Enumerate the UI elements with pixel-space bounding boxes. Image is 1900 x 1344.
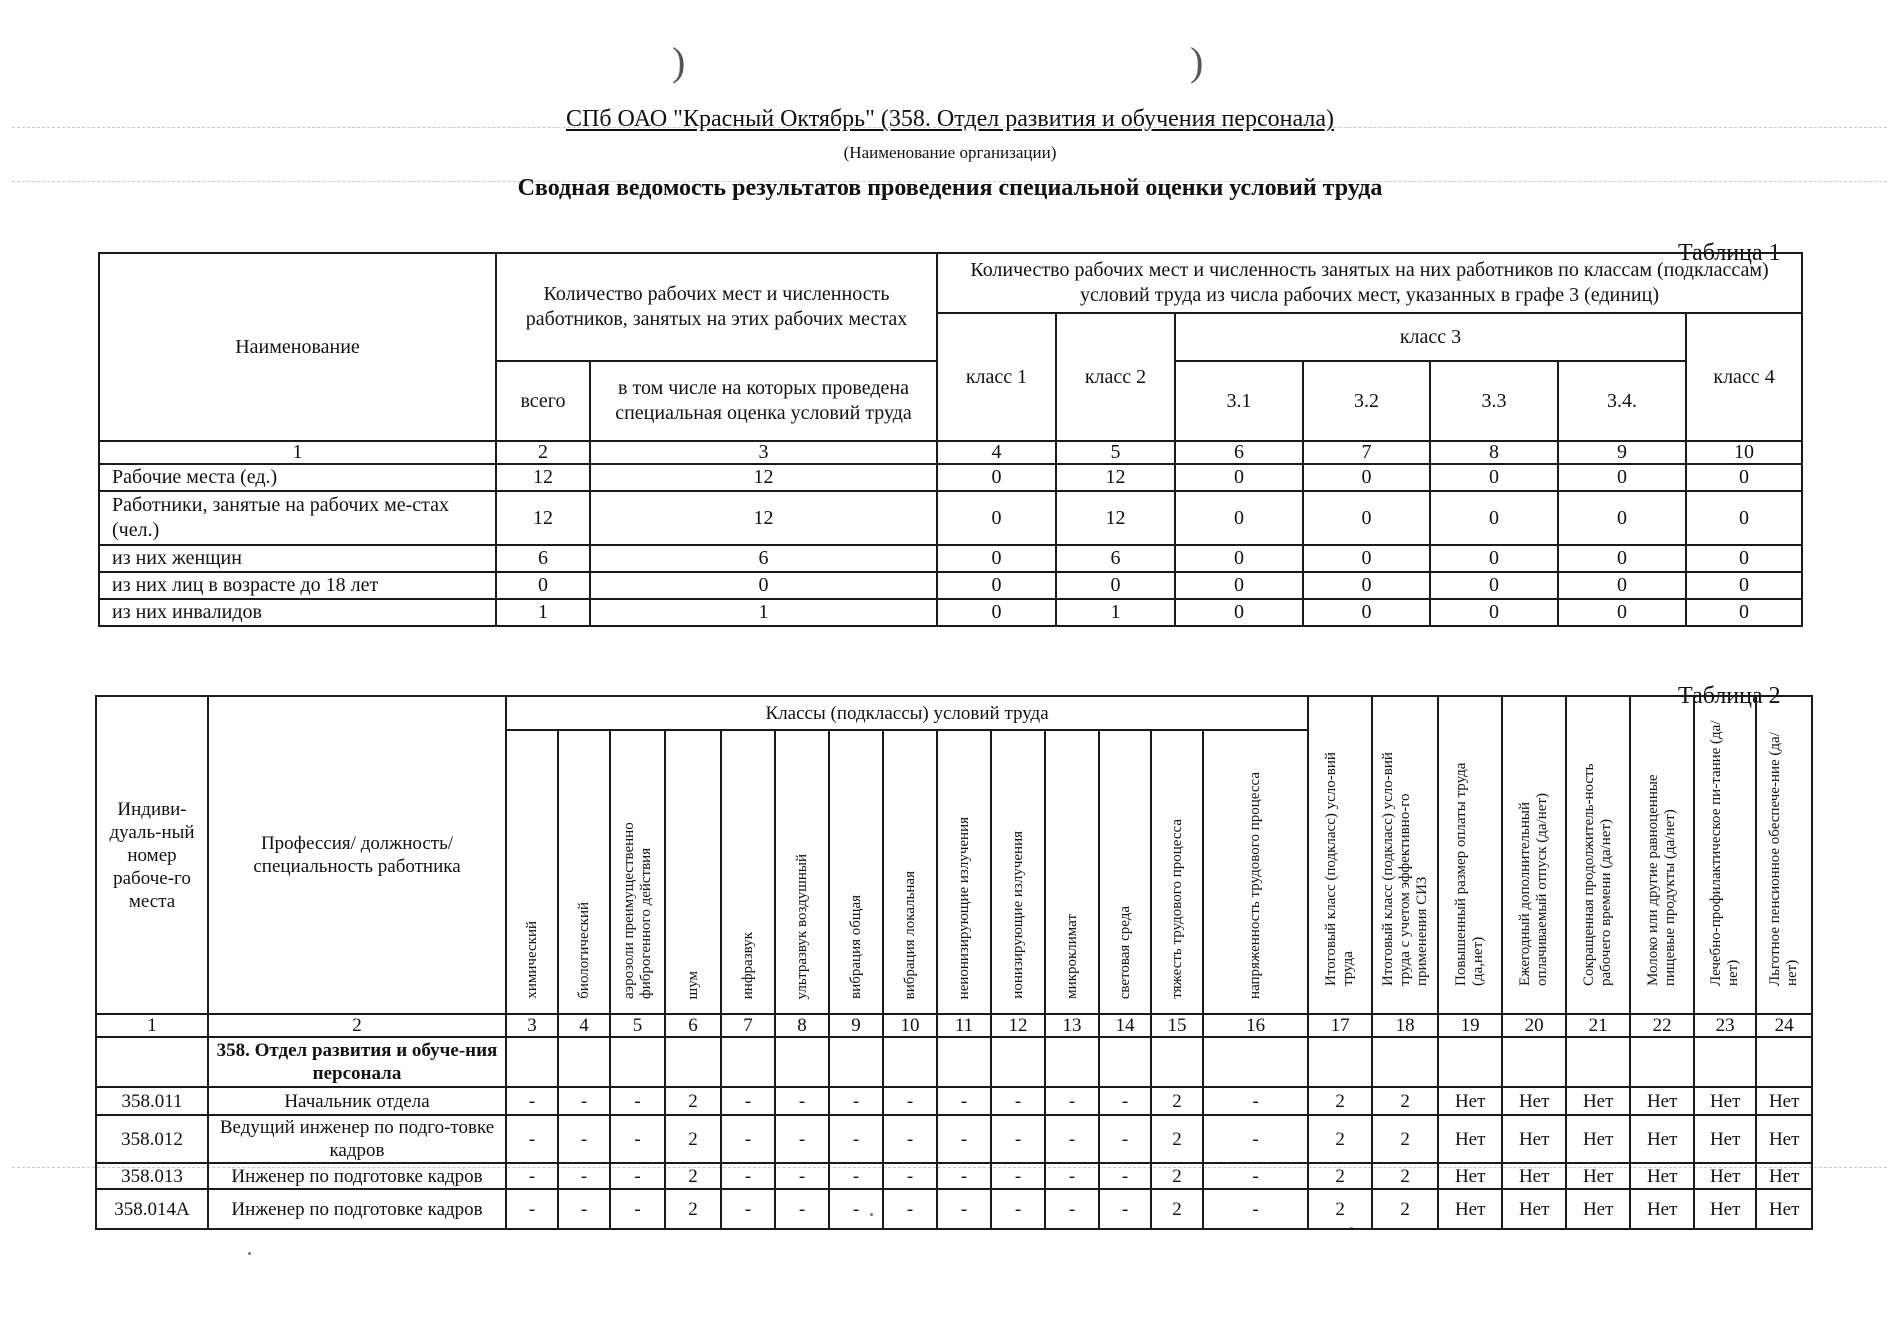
cell-value: - — [506, 1115, 558, 1163]
header-factor: тяжесть трудового процесса — [1151, 730, 1203, 1014]
cell-value: 0 — [1303, 464, 1430, 491]
cell-value: 2 — [1151, 1087, 1203, 1115]
column-number: 5 — [1056, 441, 1175, 464]
cell-value: Нет — [1694, 1115, 1756, 1163]
header-count: Количество рабочих мест и численность работников, занятых на этих рабочих местах — [496, 253, 937, 361]
header-subclass: 3.2 — [1303, 361, 1430, 441]
empty-cell — [1203, 1037, 1308, 1087]
empty-cell — [1151, 1037, 1203, 1087]
profession: Инженер по подготовке кадров — [208, 1189, 506, 1229]
header-subclass: 3.3 — [1430, 361, 1558, 441]
cell-value: 0 — [590, 572, 937, 599]
cell-value: - — [1045, 1163, 1099, 1189]
cell-value: - — [991, 1115, 1045, 1163]
cell-value: 0 — [1303, 545, 1430, 572]
table-row — [96, 1163, 1812, 1189]
cell-value: Нет — [1630, 1087, 1694, 1115]
header-nutrition: Лечебно-профилактическое пи-тание (да/нет) — [1694, 696, 1756, 1014]
cell-value: Нет — [1438, 1087, 1502, 1115]
cell-value: 2 — [665, 1115, 721, 1163]
header-factor: неионизирующие излучения — [937, 730, 991, 1014]
header-class-3: класс 3 — [1175, 313, 1686, 361]
cell-value: 1 — [590, 599, 937, 626]
empty-cell — [96, 1037, 208, 1087]
cell-value: 2 — [1151, 1163, 1203, 1189]
cell-value: - — [1045, 1115, 1099, 1163]
header-classes: Количество рабочих мест и численность занятых на них работников по классам (подклассам) условий труда из числа рабочих мест, указанных в графе 3 (единиц) — [937, 253, 1802, 313]
cell-value: - — [829, 1115, 883, 1163]
header-increased-pay: Повышенный размер оплаты труда (да,нет) — [1438, 696, 1502, 1014]
cell-value: Нет — [1756, 1115, 1812, 1163]
header-name: Наименование — [99, 253, 496, 441]
cell-value: 0 — [1303, 599, 1430, 626]
table-row — [96, 1115, 1812, 1163]
header-factor: ультразвук воздушный — [775, 730, 829, 1014]
cell-value: 6 — [590, 545, 937, 572]
cell-value: Нет — [1694, 1087, 1756, 1115]
header-factor: вибрация общая — [829, 730, 883, 1014]
column-number: 3 — [506, 1014, 558, 1037]
cell-value: 12 — [496, 491, 590, 545]
empty-cell — [775, 1037, 829, 1087]
profession: Начальник отдела — [208, 1087, 506, 1115]
cell-value: 0 — [1558, 491, 1686, 545]
cell-value: 1 — [496, 599, 590, 626]
column-number: 22 — [1630, 1014, 1694, 1037]
scan-speck — [248, 1252, 251, 1255]
header-factor: микроклимат — [1045, 730, 1099, 1014]
column-number-row — [96, 1014, 1812, 1037]
column-number: 7 — [1303, 441, 1430, 464]
cell-value: - — [775, 1087, 829, 1115]
cell-value: Нет — [1694, 1189, 1756, 1229]
cell-value: 0 — [1558, 545, 1686, 572]
cell-value: - — [506, 1163, 558, 1189]
row-label: из них лиц в возрасте до 18 лет — [99, 572, 496, 599]
empty-cell — [721, 1037, 775, 1087]
cell-value: 6 — [1056, 545, 1175, 572]
cell-value: - — [937, 1115, 991, 1163]
cell-value: - — [506, 1189, 558, 1229]
cell-value: 2 — [1308, 1163, 1372, 1189]
cell-value: 0 — [1430, 464, 1558, 491]
cell-value: - — [610, 1115, 665, 1163]
profession: Инженер по подготовке кадров — [208, 1163, 506, 1189]
cell-value: 2 — [665, 1163, 721, 1189]
header-total: всего — [496, 361, 590, 441]
empty-cell — [558, 1037, 610, 1087]
empty-cell — [1372, 1037, 1438, 1087]
cell-value: - — [558, 1189, 610, 1229]
punch-mark-left: ) — [672, 39, 686, 84]
cell-value: - — [991, 1163, 1045, 1189]
cell-value: - — [883, 1115, 937, 1163]
cell-value: - — [991, 1087, 1045, 1115]
header-factor: шум — [665, 730, 721, 1014]
cell-value: 0 — [1056, 572, 1175, 599]
empty-cell — [883, 1037, 937, 1087]
table-row — [96, 1189, 1812, 1229]
header-factor: вибрация локальная — [883, 730, 937, 1014]
cell-value: Нет — [1438, 1115, 1502, 1163]
row-label: Рабочие места (ед.) — [99, 464, 496, 491]
cell-value: - — [937, 1163, 991, 1189]
cell-value: 0 — [1303, 491, 1430, 545]
header-factor: инфразвук — [721, 730, 775, 1014]
cell-value: Нет — [1566, 1163, 1630, 1189]
cell-value: - — [883, 1189, 937, 1229]
column-number: 8 — [775, 1014, 829, 1037]
empty-cell — [1099, 1037, 1151, 1087]
cell-value: 0 — [1558, 572, 1686, 599]
cell-value: 0 — [1686, 464, 1802, 491]
cell-value: 2 — [1308, 1115, 1372, 1163]
column-number: 10 — [1686, 441, 1802, 464]
cell-value: - — [775, 1115, 829, 1163]
empty-cell — [665, 1037, 721, 1087]
cell-value: 0 — [1430, 572, 1558, 599]
punch-mark-right: ) — [1190, 39, 1204, 84]
header-class-4: класс 4 — [1686, 313, 1802, 441]
row-label: Работники, занятые на рабочих ме-стах (чел.) — [99, 491, 496, 545]
row-label: из них женщин — [99, 545, 496, 572]
cell-value: 0 — [937, 599, 1056, 626]
column-number: 23 — [1694, 1014, 1756, 1037]
header-factor: биологический — [558, 730, 610, 1014]
cell-value: Нет — [1438, 1163, 1502, 1189]
column-number: 4 — [937, 441, 1056, 464]
table-row — [99, 545, 1802, 572]
header-milk: Молоко или другие равноценные пищевые продукты (да/нет) — [1630, 696, 1694, 1014]
empty-cell — [1756, 1037, 1812, 1087]
column-number: 9 — [1558, 441, 1686, 464]
cell-value: 0 — [1303, 572, 1430, 599]
cell-value: Нет — [1630, 1189, 1694, 1229]
cell-value: - — [829, 1163, 883, 1189]
cell-value: Нет — [1756, 1189, 1812, 1229]
cell-value: 0 — [937, 572, 1056, 599]
cell-value: Нет — [1502, 1087, 1566, 1115]
organization-caption: (Наименование организации) — [843, 143, 1057, 162]
header-pension: Льготное пенсионное обеспече-ние (да/нет) — [1756, 696, 1812, 1014]
cell-value: Нет — [1630, 1115, 1694, 1163]
department-name: 358. Отдел развития и обуче-ния персонала — [208, 1037, 506, 1087]
header-assessed: в том числе на которых проведена специальная оценка условий труда — [590, 361, 937, 441]
cell-value: 2 — [665, 1087, 721, 1115]
column-number: 3 — [590, 441, 937, 464]
empty-cell — [937, 1037, 991, 1087]
cell-value: 2 — [1308, 1189, 1372, 1229]
cell-value: - — [721, 1115, 775, 1163]
column-number: 16 — [1203, 1014, 1308, 1037]
cell-value: - — [937, 1189, 991, 1229]
cell-value: Нет — [1566, 1189, 1630, 1229]
column-number: 20 — [1502, 1014, 1566, 1037]
cell-value: 2 — [1372, 1163, 1438, 1189]
cell-value: Нет — [1566, 1115, 1630, 1163]
empty-cell — [991, 1037, 1045, 1087]
cell-value: Нет — [1756, 1087, 1812, 1115]
header-extra-leave: Ежегодный дополнительный оплачиваемый отпуск (да/нет) — [1502, 696, 1566, 1014]
summary-table — [98, 252, 1803, 627]
cell-value: - — [1045, 1189, 1099, 1229]
cell-value: 0 — [1558, 599, 1686, 626]
header-final-class-ppe: Итоговый класс (подкласс) усло-вий труда с учетом эффективно-го применения СИЗ — [1372, 696, 1438, 1014]
cell-value: 2 — [665, 1189, 721, 1229]
empty-cell — [1308, 1037, 1372, 1087]
cell-value: - — [1203, 1087, 1308, 1115]
cell-value: - — [1099, 1189, 1151, 1229]
cell-value: - — [1099, 1163, 1151, 1189]
header-reduced-hours: Сокращенная продолжитель-ность рабочего времени (да/нет) — [1566, 696, 1630, 1014]
cell-value: - — [829, 1087, 883, 1115]
cell-value: 0 — [937, 491, 1056, 545]
cell-value: 12 — [496, 464, 590, 491]
cell-value: - — [506, 1087, 558, 1115]
header-subclass: 3.4. — [1558, 361, 1686, 441]
cell-value: - — [610, 1189, 665, 1229]
cell-value: - — [1099, 1115, 1151, 1163]
column-number: 14 — [1099, 1014, 1151, 1037]
department-row — [96, 1037, 1812, 1087]
empty-cell — [610, 1037, 665, 1087]
header-class-2: класс 2 — [1056, 313, 1175, 441]
header-factor: световая среда — [1099, 730, 1151, 1014]
cell-value: 1 — [1056, 599, 1175, 626]
header-workplace-id: Индиви-дуаль-ный номер рабоче-го места — [96, 696, 208, 1014]
empty-cell — [1438, 1037, 1502, 1087]
workplace-id: 358.014А — [96, 1189, 208, 1229]
cell-value: Нет — [1502, 1163, 1566, 1189]
cell-value: - — [883, 1163, 937, 1189]
column-number: 6 — [665, 1014, 721, 1037]
cell-value: - — [829, 1189, 883, 1229]
empty-cell — [1630, 1037, 1694, 1087]
column-number-row — [99, 441, 1802, 464]
cell-value: - — [775, 1189, 829, 1229]
empty-cell — [1045, 1037, 1099, 1087]
cell-value: - — [721, 1189, 775, 1229]
column-number: 9 — [829, 1014, 883, 1037]
cell-value: 12 — [1056, 464, 1175, 491]
cell-value: 0 — [496, 572, 590, 599]
cell-value: 2 — [1151, 1115, 1203, 1163]
cell-value: - — [937, 1087, 991, 1115]
header-factor: ионизирующие излучения — [991, 730, 1045, 1014]
column-number: 2 — [496, 441, 590, 464]
column-number: 1 — [96, 1014, 208, 1037]
column-number: 8 — [1430, 441, 1558, 464]
cell-value: 0 — [1175, 491, 1303, 545]
column-number: 17 — [1308, 1014, 1372, 1037]
cell-value: Нет — [1694, 1163, 1756, 1189]
column-number: 7 — [721, 1014, 775, 1037]
table-row — [99, 572, 1802, 599]
column-number: 5 — [610, 1014, 665, 1037]
cell-value: 0 — [1558, 464, 1686, 491]
cell-value: Нет — [1566, 1087, 1630, 1115]
cell-value: - — [775, 1163, 829, 1189]
table-row — [99, 464, 1802, 491]
cell-value: 0 — [1175, 599, 1303, 626]
header-classes: Классы (подклассы) условий труда — [506, 696, 1308, 730]
cell-value: - — [1203, 1189, 1308, 1229]
column-number: 18 — [1372, 1014, 1438, 1037]
profession: Ведущий инженер по подго-товке кадров — [208, 1115, 506, 1163]
table-row — [96, 1087, 1812, 1115]
empty-cell — [829, 1037, 883, 1087]
header-class-1: класс 1 — [937, 313, 1056, 441]
cell-value: 0 — [1686, 545, 1802, 572]
column-number: 24 — [1756, 1014, 1812, 1037]
header-profession: Профессия/ должность/ специальность работника — [208, 696, 506, 1014]
cell-value: 0 — [937, 545, 1056, 572]
column-number: 2 — [208, 1014, 506, 1037]
cell-value: 12 — [590, 464, 937, 491]
workplace-id: 358.012 — [96, 1115, 208, 1163]
cell-value: Нет — [1630, 1163, 1694, 1189]
cell-value: - — [610, 1163, 665, 1189]
row-label: из них инвалидов — [99, 599, 496, 626]
table2-caption: Таблица 2 — [1678, 683, 1781, 709]
empty-cell — [1502, 1037, 1566, 1087]
cell-value: 12 — [590, 491, 937, 545]
column-number: 15 — [1151, 1014, 1203, 1037]
header-factor: аэрозоли преимущественно фиброгенного действия — [610, 730, 665, 1014]
cell-value: Нет — [1502, 1189, 1566, 1229]
cell-value: - — [1045, 1087, 1099, 1115]
column-number: 4 — [558, 1014, 610, 1037]
cell-value: Нет — [1438, 1189, 1502, 1229]
column-number: 13 — [1045, 1014, 1099, 1037]
cell-value: 0 — [1686, 491, 1802, 545]
header-final-class: Итоговый класс (подкласс) усло-вий труда — [1308, 696, 1372, 1014]
cell-value: 0 — [1430, 599, 1558, 626]
cell-value: - — [558, 1115, 610, 1163]
header-subclass: 3.1 — [1175, 361, 1303, 441]
cell-value: 6 — [496, 545, 590, 572]
workplace-id: 358.011 — [96, 1087, 208, 1115]
cell-value: 0 — [1175, 545, 1303, 572]
header-factor: химический — [506, 730, 558, 1014]
cell-value: - — [721, 1087, 775, 1115]
cell-value: Нет — [1756, 1163, 1812, 1189]
column-number: 1 — [99, 441, 496, 464]
cell-value: - — [721, 1163, 775, 1189]
column-number: 12 — [991, 1014, 1045, 1037]
cell-value: 0 — [1430, 491, 1558, 545]
workplace-id: 358.013 — [96, 1163, 208, 1189]
cell-value: 0 — [1686, 572, 1802, 599]
cell-value: Нет — [1502, 1115, 1566, 1163]
cell-value: 2 — [1308, 1087, 1372, 1115]
column-number: 19 — [1438, 1014, 1502, 1037]
cell-value: - — [1203, 1163, 1308, 1189]
column-number: 10 — [883, 1014, 937, 1037]
cell-value: 2 — [1372, 1189, 1438, 1229]
cell-value: 0 — [1430, 545, 1558, 572]
organization-name: СПб ОАО "Красный Октябрь" (358. Отдел развития и обучения персонала) — [566, 106, 1334, 132]
cell-value: - — [991, 1189, 1045, 1229]
cell-value: - — [610, 1087, 665, 1115]
column-number: 21 — [1566, 1014, 1630, 1037]
cell-value: 2 — [1372, 1115, 1438, 1163]
cell-value: - — [1099, 1087, 1151, 1115]
cell-value: 12 — [1056, 491, 1175, 545]
cell-value: - — [558, 1087, 610, 1115]
cell-value: 0 — [937, 464, 1056, 491]
cell-value: 0 — [1175, 572, 1303, 599]
cell-value: - — [558, 1163, 610, 1189]
cell-value: 0 — [1686, 599, 1802, 626]
column-number: 11 — [937, 1014, 991, 1037]
empty-cell — [1566, 1037, 1630, 1087]
cell-value: - — [1203, 1115, 1308, 1163]
table-row — [99, 599, 1802, 626]
column-number: 6 — [1175, 441, 1303, 464]
table-row — [99, 491, 1802, 545]
header-factor: напряженность трудового процесса — [1203, 730, 1308, 1014]
cell-value: - — [883, 1087, 937, 1115]
empty-cell — [1694, 1037, 1756, 1087]
cell-value: 0 — [1175, 464, 1303, 491]
table1-caption: Таблица 1 — [1678, 240, 1781, 266]
cell-value: 2 — [1372, 1087, 1438, 1115]
document-title: Сводная ведомость результатов проведения специальной оценки условий труда — [517, 175, 1383, 201]
workplace-table — [95, 695, 1813, 1230]
cell-value: 2 — [1151, 1189, 1203, 1229]
empty-cell — [506, 1037, 558, 1087]
